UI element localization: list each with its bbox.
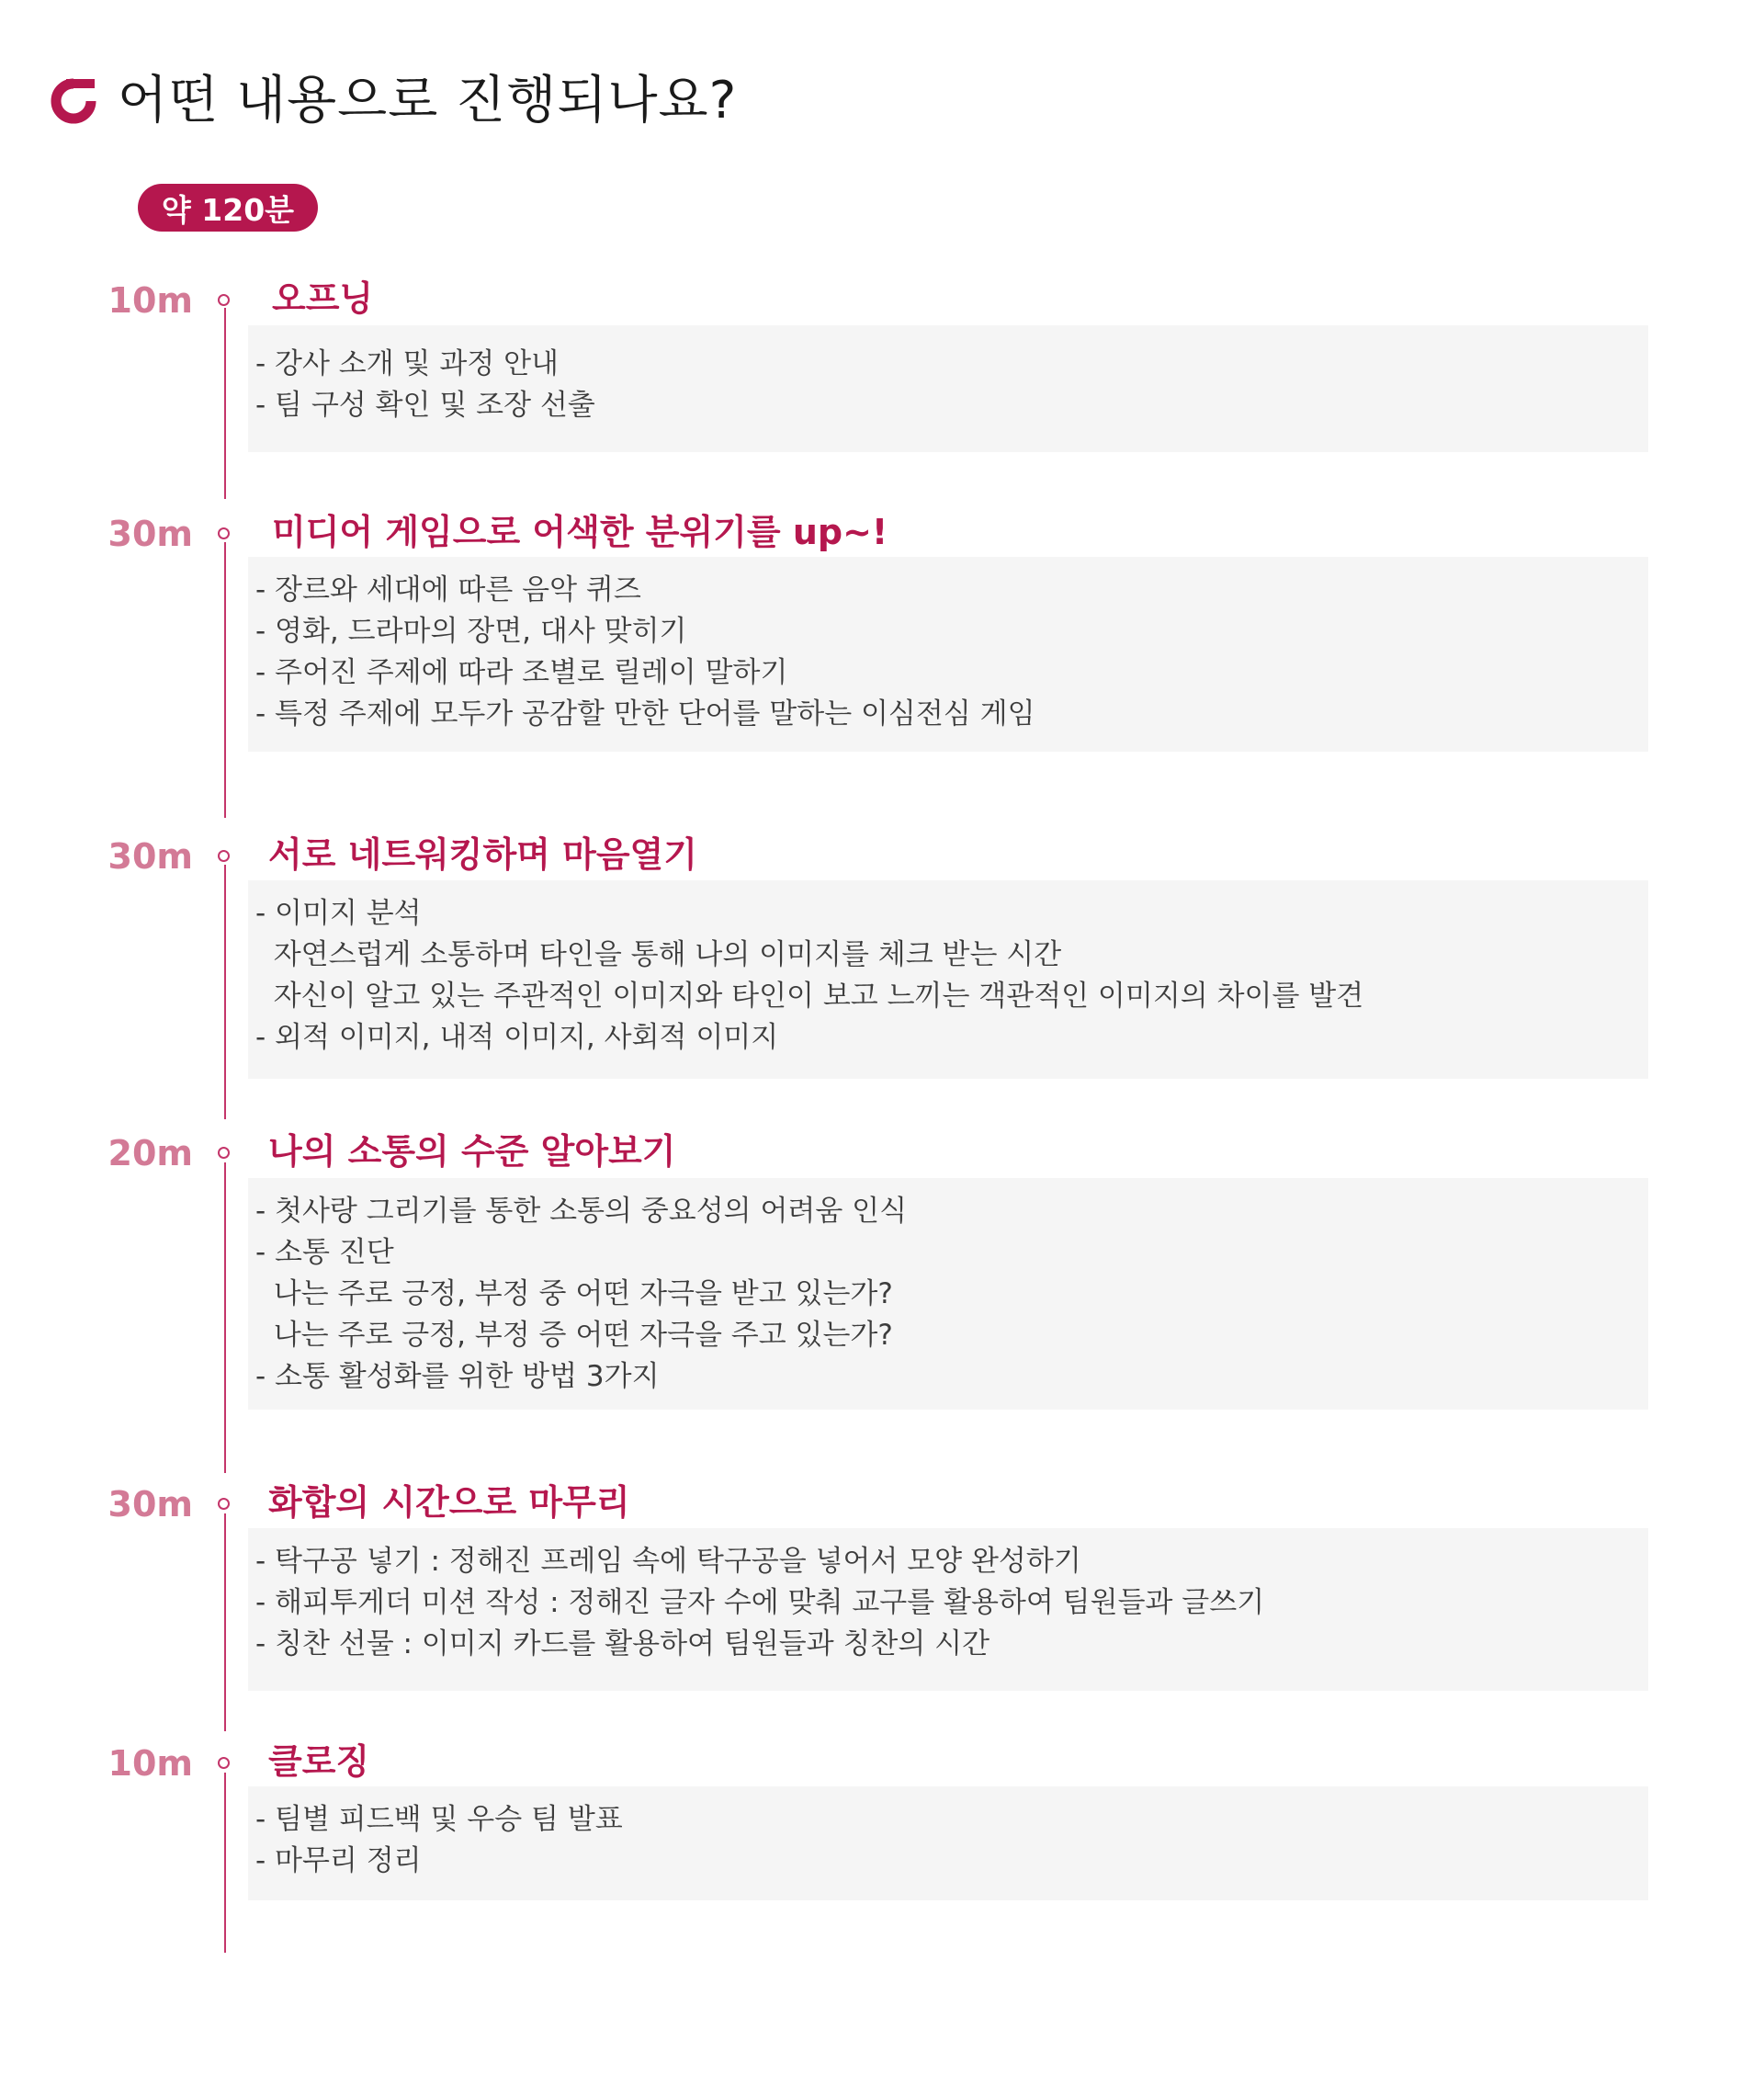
timeline-dot-icon bbox=[218, 850, 230, 862]
time-label: 30m bbox=[107, 514, 193, 554]
content-line: - 마무리 정리 bbox=[255, 1844, 422, 1877]
content-box bbox=[248, 1178, 1648, 1410]
time-label: 20m bbox=[107, 1133, 193, 1173]
time-label: 30m bbox=[107, 836, 193, 877]
timeline-line bbox=[224, 1513, 226, 1731]
content-line: - 칭찬 선물 : 이미지 카드를 활용하여 팀원들과 칭찬의 시간 bbox=[255, 1627, 990, 1660]
content-line: - 해피투게더 미션 작성 : 정해진 글자 수에 맞춰 교구를 활용하여 팀원들과 글쓰기 bbox=[255, 1586, 1265, 1619]
content-line: - 장르와 세대에 따른 음악 퀴즈 bbox=[255, 573, 641, 606]
time-label: 10m bbox=[107, 1743, 193, 1784]
content-line: - 첫사랑 그리기를 통한 소통의 중요성의 어려움 인식 bbox=[255, 1195, 908, 1228]
content-line: - 주어진 주제에 따라 조별로 릴레이 말하기 bbox=[255, 656, 788, 689]
section-title: 오프닝 bbox=[272, 278, 374, 319]
content-line: 나는 주로 긍정, 부정 중 어떤 자극을 받고 있는가? bbox=[255, 1277, 893, 1310]
section-title: 화합의 시간으로 마무리 bbox=[268, 1482, 630, 1523]
content-line: - 소통 활성화를 위한 방법 3가지 bbox=[255, 1360, 660, 1393]
content-line: - 강사 소개 및 과정 안내 bbox=[255, 347, 559, 380]
content-line: 자신이 알고 있는 주관적인 이미지와 타인이 보고 느끼는 객관적인 이미지의 차이를 발견 bbox=[255, 980, 1364, 1013]
content-line: - 탁구공 넣기 : 정해진 프레임 속에 탁구공을 넣어서 모양 완성하기 bbox=[255, 1545, 1081, 1578]
section-title: 미디어 게임으로 어색한 분위기를 up~! bbox=[272, 512, 888, 552]
content-line: - 팀 구성 확인 및 조장 선출 bbox=[255, 389, 595, 422]
content-box bbox=[248, 557, 1648, 752]
timeline-line bbox=[224, 1162, 226, 1473]
time-label: 30m bbox=[107, 1484, 193, 1524]
content-line: - 영화, 드라마의 장면, 대사 맞히기 bbox=[255, 615, 687, 648]
content-box bbox=[248, 325, 1648, 452]
timeline-line bbox=[224, 865, 226, 1119]
timeline-dot-icon bbox=[218, 527, 230, 539]
content-line: 자연스럽게 소통하며 타인을 통해 나의 이미지를 체크 받는 시간 bbox=[255, 938, 1062, 971]
content-line: 나는 주로 긍정, 부정 증 어떤 자극을 주고 있는가? bbox=[255, 1319, 893, 1352]
timeline-line bbox=[224, 308, 226, 499]
timeline-line bbox=[224, 542, 226, 818]
page-title: 어떤 내용으로 진행되나요? bbox=[118, 71, 738, 130]
timeline-line bbox=[224, 1773, 226, 1953]
section-title: 서로 네트워킹하며 마음열기 bbox=[268, 834, 697, 875]
ring-logo-icon bbox=[48, 75, 99, 127]
content-line: - 이미지 분석 bbox=[255, 897, 422, 930]
content-box bbox=[248, 880, 1648, 1079]
content-box bbox=[248, 1786, 1648, 1900]
header bbox=[48, 64, 737, 138]
timeline-dot-icon bbox=[218, 1147, 230, 1159]
content-line: - 팀별 피드백 및 우승 팀 발표 bbox=[255, 1803, 623, 1836]
content-line: - 외적 이미지, 내적 이미지, 사회적 이미지 bbox=[255, 1021, 779, 1054]
content-line: - 소통 진단 bbox=[255, 1236, 394, 1269]
timeline-dot-icon bbox=[218, 1757, 230, 1769]
content-line: - 특정 주제에 모두가 공감할 만한 단어를 말하는 이심전심 게임 bbox=[255, 697, 1035, 731]
timeline-dot-icon bbox=[218, 294, 230, 306]
timeline-dot-icon bbox=[218, 1498, 230, 1510]
time-label: 10m bbox=[107, 280, 193, 321]
duration-badge: 약 120분 bbox=[138, 184, 318, 232]
section-title: 나의 소통의 수준 알아보기 bbox=[268, 1131, 676, 1172]
section-title: 클로징 bbox=[268, 1741, 370, 1782]
content-box bbox=[248, 1528, 1648, 1691]
